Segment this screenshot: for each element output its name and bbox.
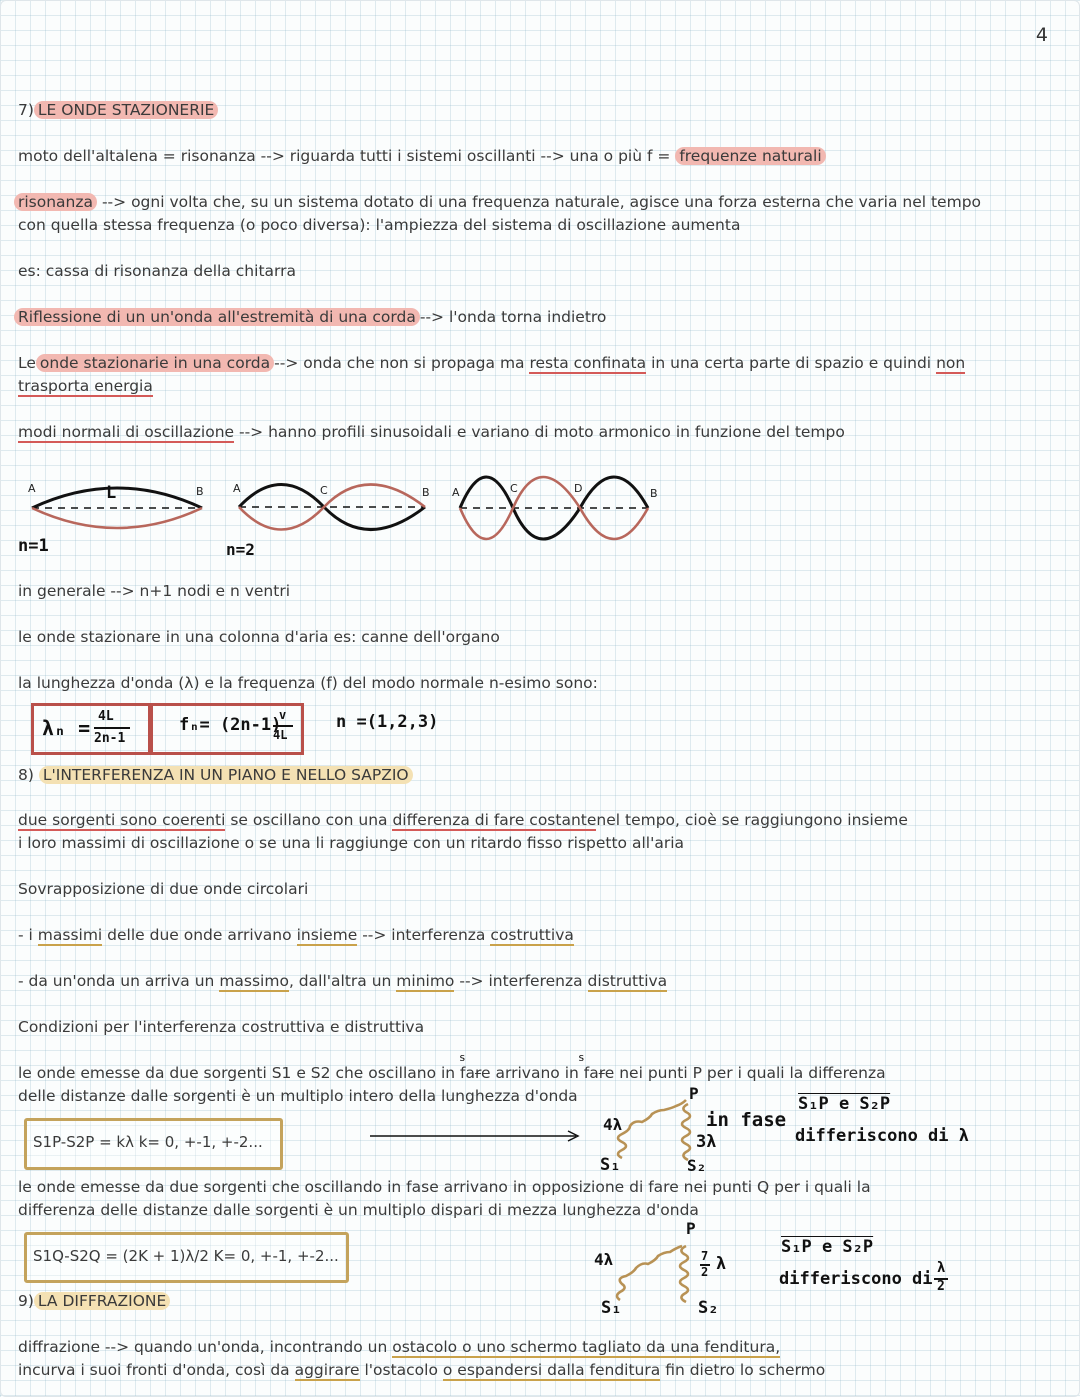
underline-massimi: massimi bbox=[37, 926, 103, 944]
section-9-heading bbox=[18, 1290, 170, 1313]
underline-trasporta-energia: trasporta energia bbox=[18, 377, 153, 395]
formula-box-frequency bbox=[148, 703, 304, 755]
text: nel tempo, cioè se raggiungono insieme bbox=[596, 811, 908, 829]
diag2-s1: S₁ bbox=[601, 1298, 622, 1318]
formula-constructive: S1P-S2P = kλ k= 0, +-1, +-2... bbox=[33, 1133, 263, 1151]
text: l'ostacolo bbox=[364, 1361, 438, 1379]
line-onde-emesse-2: delle distanze dalle sorgenti è un multiplo intero della lunghezza d'onda bbox=[18, 1087, 578, 1105]
diag1-in-fase: in fase bbox=[706, 1109, 787, 1131]
diag2-two: 2 bbox=[701, 1265, 709, 1279]
text: --> interferenza bbox=[459, 972, 583, 990]
diag1-p: P bbox=[689, 1084, 699, 1103]
diag2-note-2: differiscono di bbox=[779, 1269, 933, 1289]
line-onde-emesse-1 bbox=[18, 1062, 886, 1085]
mode-2-n: n=2 bbox=[226, 540, 255, 559]
underline-ostacolo: ostacolo o uno schermo tagliato da una fenditura, bbox=[392, 1338, 781, 1356]
page-number: 4 bbox=[1035, 24, 1048, 46]
diag2-lambda: λ bbox=[716, 1254, 727, 1274]
diag1-note-2: differiscono di λ bbox=[795, 1126, 969, 1146]
line-massimi-oscillazione: i loro massimi di oscillazione o se una li raggiunge con un ritardo fisso rispetto all'aria bbox=[18, 834, 685, 852]
underline-non: non bbox=[936, 354, 966, 372]
underline-aggirare: aggirare bbox=[294, 1361, 360, 1379]
highlight-frequenze-naturali: frequenze naturali bbox=[675, 147, 825, 165]
underline-minimo: minimo bbox=[396, 972, 455, 990]
formula-box-destructive bbox=[24, 1232, 349, 1283]
line-diffrazione-1 bbox=[18, 1336, 780, 1359]
section-7-number: 7) bbox=[18, 101, 34, 119]
formula-n-range: n =(1,2,3) bbox=[336, 712, 439, 732]
line-chitarra: es: cassa di risonanza della chitarra bbox=[18, 262, 296, 280]
fraction-bar bbox=[273, 725, 293, 727]
text: --> ogni volta che, su un sistema dotato di una frequenza naturale, agisce una forza esterna che varia nel tempo bbox=[101, 193, 982, 211]
mode-1-n: n=1 bbox=[18, 536, 49, 556]
diag2-p: P bbox=[686, 1219, 696, 1238]
mode-3-label-b: B bbox=[650, 487, 658, 500]
section-8-heading bbox=[18, 764, 413, 787]
text: se oscillano con una bbox=[230, 811, 388, 829]
formula-box-lambda bbox=[31, 703, 153, 755]
underline-insieme: insieme bbox=[296, 926, 358, 944]
underline-modi-normali: modi normali di oscillazione bbox=[18, 423, 235, 441]
underline-differenza-fare: differenza di fare costante bbox=[392, 811, 597, 829]
arrow bbox=[370, 1128, 582, 1144]
text: - i bbox=[18, 926, 33, 944]
mode-3-label-c: C bbox=[510, 482, 518, 495]
formula-lambda-lhs: λₙ = bbox=[42, 716, 91, 740]
line-riflessione bbox=[14, 306, 606, 329]
text: in una certa parte di spazio e quindi bbox=[651, 354, 932, 372]
diag1-note-1: S₁P e S₂P bbox=[798, 1094, 891, 1114]
diag1-3lambda: 3λ bbox=[696, 1132, 717, 1152]
line-risonanza bbox=[14, 191, 981, 214]
diag1-4lambda: 4λ bbox=[603, 1115, 623, 1134]
text: delle due onde arrivano bbox=[107, 926, 292, 944]
line-altalena bbox=[18, 145, 826, 168]
mode-2-label-b: B bbox=[422, 486, 430, 499]
diag1-s2: S₂ bbox=[687, 1156, 707, 1175]
line-costruttiva bbox=[18, 924, 574, 947]
text: moto dell'altalena = risonanza --> riguarda tutti i sistemi oscillanti --> una o più f = bbox=[18, 147, 671, 165]
line-sorgenti-coerenti bbox=[18, 809, 908, 832]
section-7-title: LE ONDE STAZIONERIE bbox=[34, 101, 218, 119]
text: e arrivano in fa bbox=[481, 1064, 599, 1082]
line-risonanza-2: con quella stessa frequenza (o poco diversa): l'ampiezza del sistema di oscillazione aumenta bbox=[18, 216, 741, 234]
mode-3-label-a: A bbox=[452, 486, 460, 499]
line-condizioni: Condizioni per l'interferenza costruttiva e distruttiva bbox=[18, 1018, 425, 1036]
standing-wave-diagram bbox=[0, 470, 700, 560]
line-lunghezza-onda: la lunghezza d'onda (λ) e la frequenza (f) del modo normale n-esimo sono: bbox=[18, 674, 598, 692]
line-colonna-aria: le onde stazionare in una colonna d'aria es: canne dell'organo bbox=[18, 628, 500, 646]
line-onde-stazionarie bbox=[18, 352, 965, 375]
section-8-number: 8) bbox=[18, 766, 34, 784]
formula-f-den: 4L bbox=[273, 728, 288, 742]
mode-3-label-d: D bbox=[574, 482, 583, 495]
text: e nei punti P per i quali la differenza bbox=[604, 1064, 886, 1082]
text: - da un'onda un arriva un bbox=[18, 972, 215, 990]
fraction-bar bbox=[94, 727, 130, 729]
mode-2-label-a: A bbox=[233, 482, 241, 495]
line-trasporta bbox=[18, 375, 153, 398]
mode-1-figure bbox=[32, 488, 202, 528]
text: --> onda che non si propaga ma bbox=[274, 354, 525, 372]
line-distruttiva bbox=[18, 970, 667, 993]
mode-1-label-b: B bbox=[196, 485, 204, 498]
formula-f-num: v bbox=[279, 708, 287, 722]
text: --> l'onda torna indietro bbox=[419, 308, 607, 326]
underline-resta-confinata: resta confinata bbox=[529, 354, 647, 372]
text: Le bbox=[18, 354, 36, 372]
mode-2-label-c: C bbox=[320, 484, 328, 497]
section-8-title: L'INTERFERENZA IN UN PIANO E NELLO SAPZIO bbox=[39, 766, 413, 784]
line-modi-normali bbox=[18, 421, 845, 444]
mode-3-figure bbox=[460, 477, 648, 539]
correction-mark-2: s bbox=[578, 1051, 585, 1064]
underline-espandersi: o espandersi dalla fenditura bbox=[442, 1361, 661, 1379]
diag2-seven: 7 bbox=[701, 1249, 709, 1263]
struck-letter: r bbox=[475, 1064, 482, 1082]
diag2-frac-num: λ bbox=[937, 1260, 946, 1276]
text: incurva i suoi fronti d'onda, così da bbox=[18, 1361, 290, 1379]
correction-mark-1: s bbox=[459, 1051, 466, 1064]
diag2-4lambda: 4λ bbox=[594, 1250, 614, 1269]
mode-1-label-l: L bbox=[106, 483, 117, 503]
line-diffrazione-2 bbox=[18, 1359, 825, 1382]
highlight-riflessione: Riflessione di un un'onda all'estremità di una corda bbox=[14, 308, 420, 326]
diag2-note-1: S₁P e S₂P bbox=[781, 1237, 874, 1257]
text: fin dietro lo schermo bbox=[665, 1361, 826, 1379]
formula-destructive: S1Q-S2Q = (2K + 1)λ/2 K= 0, +-1, +-2... bbox=[33, 1247, 339, 1265]
highlight-risonanza: risonanza bbox=[14, 193, 97, 211]
formula-lambda-den: 2n-1 bbox=[94, 731, 126, 746]
line-in-generale: in generale --> n+1 nodi e n ventri bbox=[18, 582, 291, 600]
highlight-onde-stazionarie: onde stazionarie in una corda bbox=[36, 354, 274, 372]
line-opposizione-1: le onde emesse da due sorgenti che oscillando in fase arrivano in opposizione di fare nei punti Q per i quali la bbox=[18, 1178, 871, 1196]
mode-2-figure bbox=[239, 485, 425, 530]
underline-massimo: massimo bbox=[219, 972, 289, 990]
section-7-heading bbox=[18, 99, 218, 122]
text: --> hanno profili sinusoidali e variano di moto armonico in funzione del tempo bbox=[239, 423, 845, 441]
text: --> interferenza bbox=[362, 926, 486, 944]
formula-box-constructive bbox=[24, 1118, 283, 1170]
line-opposizione-2: differenza delle distanze dalle sorgenti è un multiplo dispari di mezza lunghezza d'onda bbox=[18, 1201, 699, 1219]
formula-f-lhs: fₙ= (2n-1) bbox=[179, 715, 282, 735]
text: diffrazione --> quando un'onda, incontrando un bbox=[18, 1338, 388, 1356]
diag1-s1: S₁ bbox=[600, 1155, 621, 1175]
diag2-frac-den: 2 bbox=[937, 1279, 945, 1294]
underline-distruttiva: distruttiva bbox=[587, 972, 668, 990]
underline-costruttiva: costruttiva bbox=[490, 926, 574, 944]
struck-letter: r bbox=[598, 1064, 605, 1082]
text: , dall'altra un bbox=[288, 972, 392, 990]
section-9-title: LA DIFFRAZIONE bbox=[34, 1292, 170, 1310]
text: le onde emesse da due sorgenti S1 e S2 che oscillano in fa bbox=[18, 1064, 475, 1082]
formula-lambda-num: 4L bbox=[98, 709, 114, 724]
underline-sorgenti-coerenti: due sorgenti sono coerenti bbox=[18, 811, 226, 829]
line-sovrapposizione: Sovrapposizione di due onde circolari bbox=[18, 880, 309, 898]
diag2-s2: S₂ bbox=[698, 1298, 719, 1318]
section-9-number: 9) bbox=[18, 1292, 34, 1310]
mode-1-label-a: A bbox=[28, 482, 36, 495]
